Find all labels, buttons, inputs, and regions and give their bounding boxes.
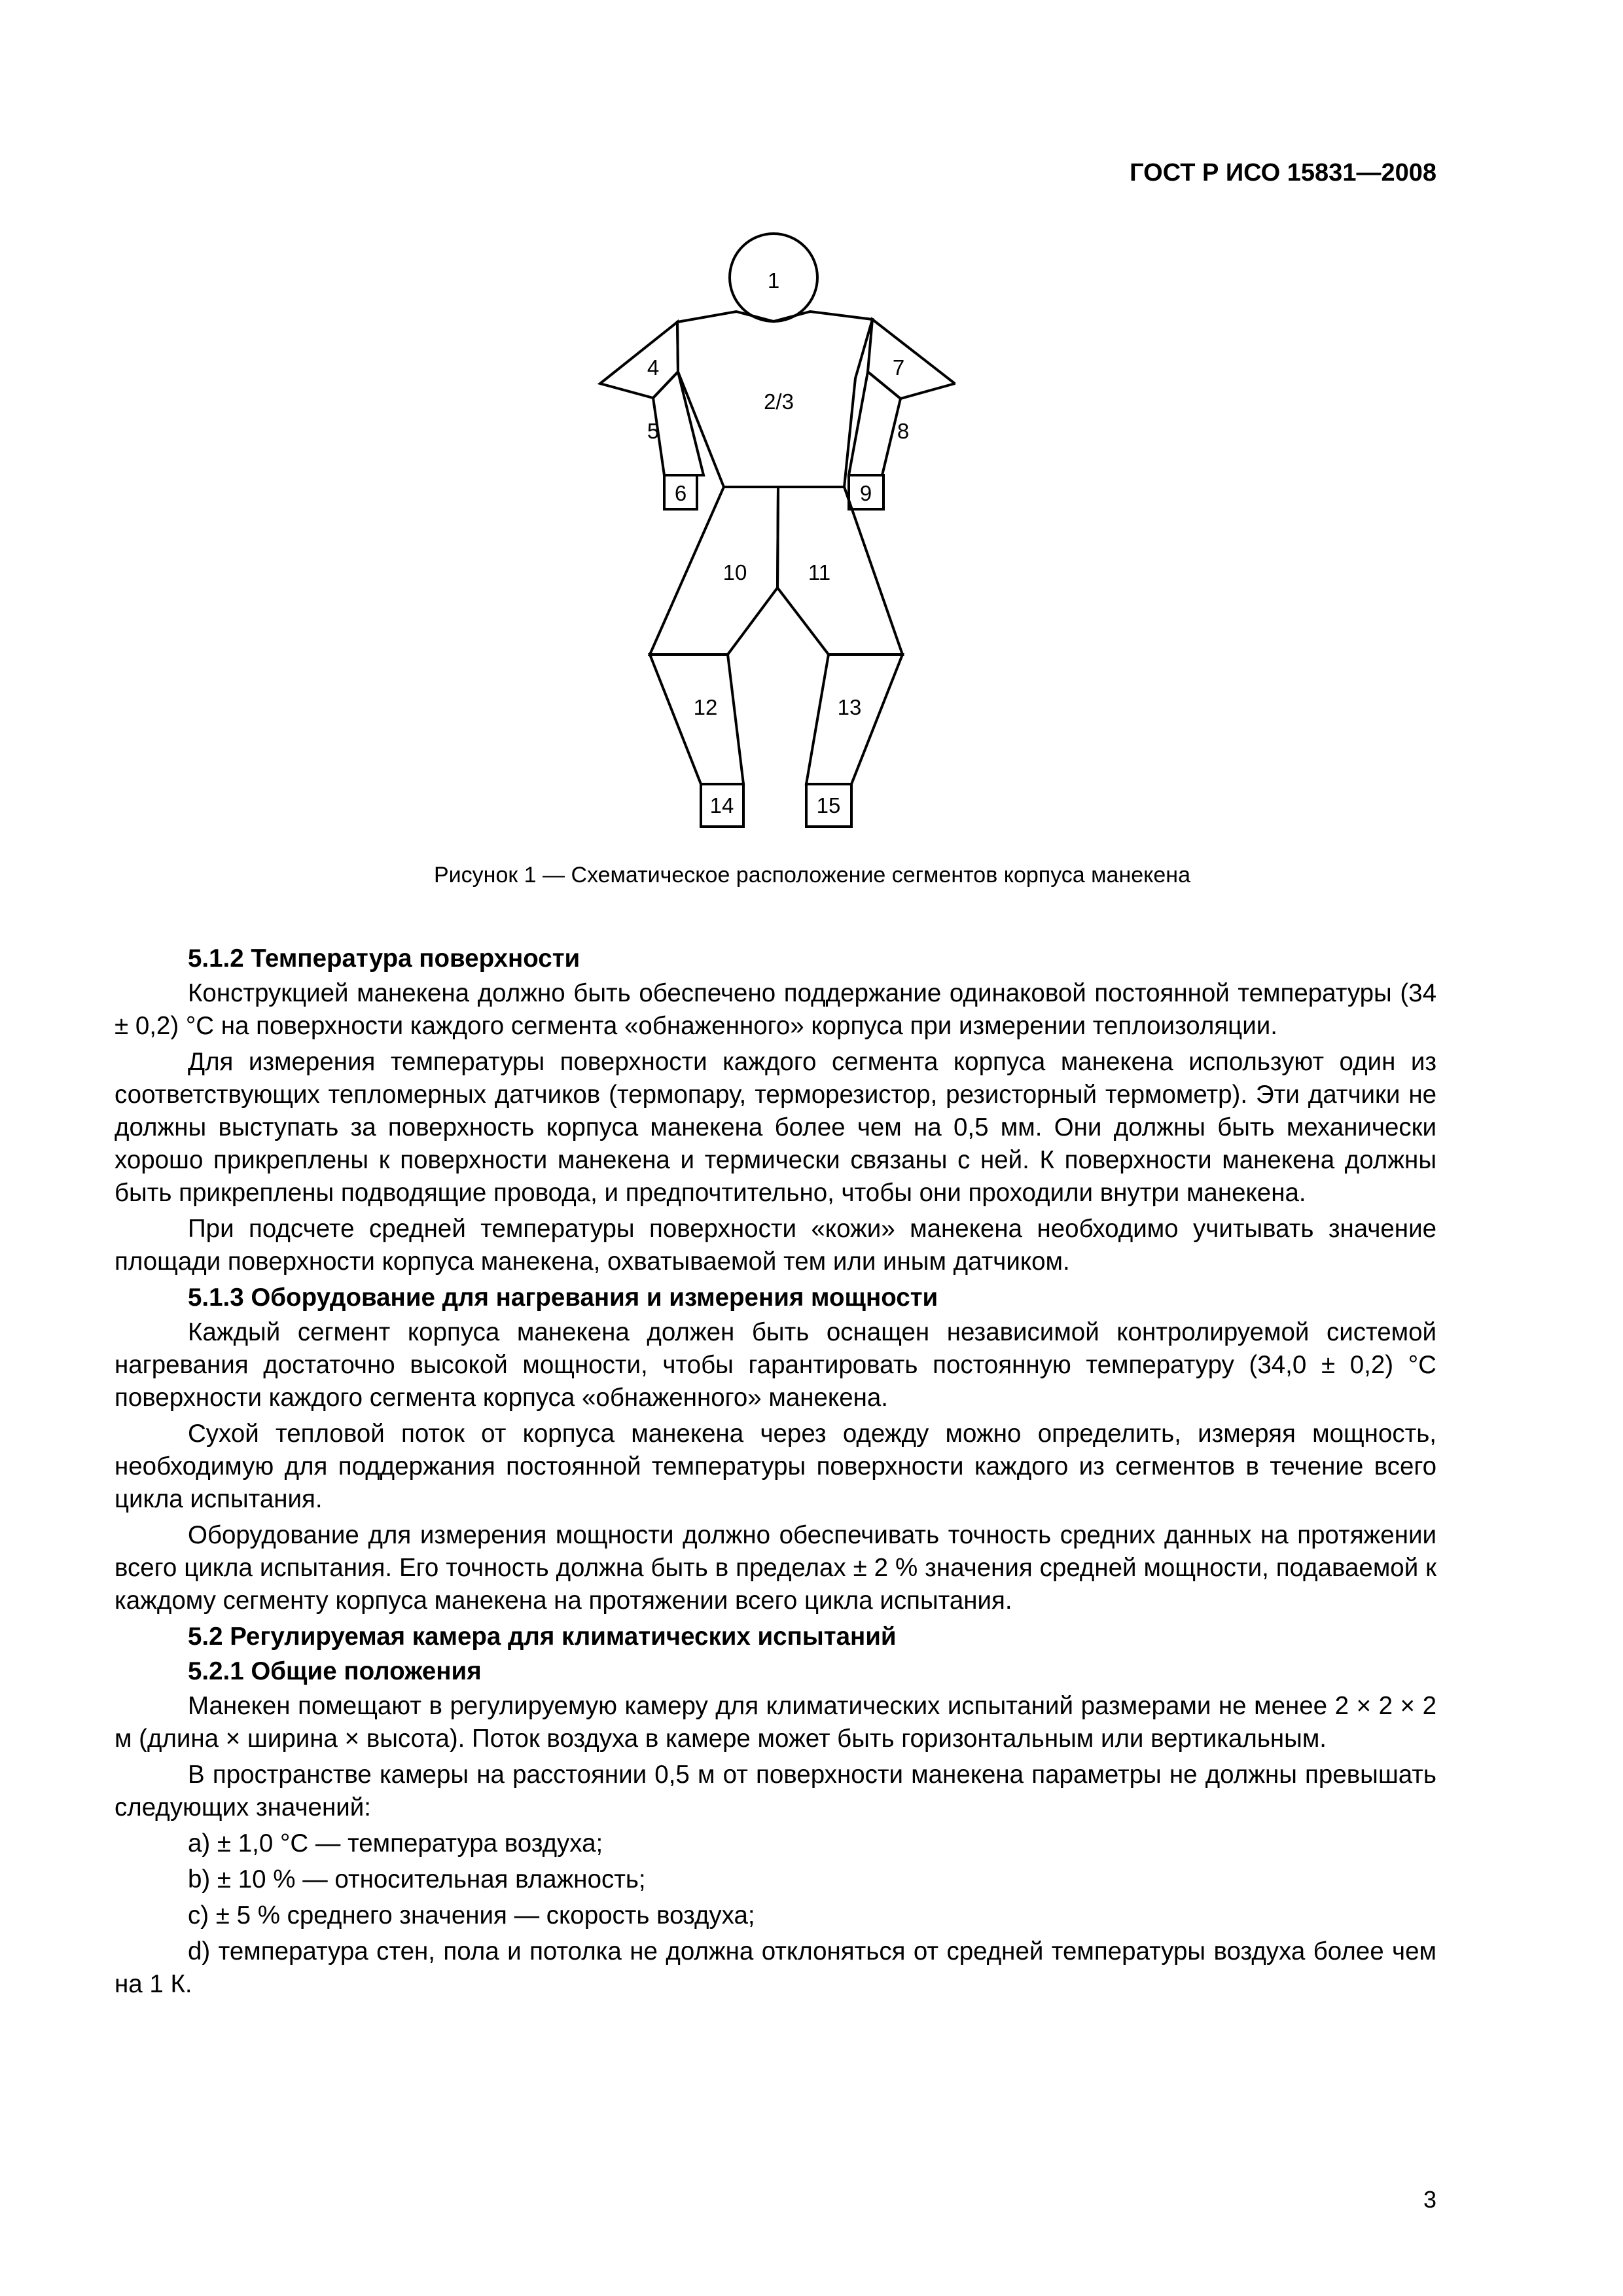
segment-label-7: 7 bbox=[892, 355, 905, 380]
segment-label-2-3: 2/3 bbox=[764, 389, 794, 414]
segment-label-15: 15 bbox=[816, 793, 841, 817]
figure-caption: Рисунок 1 — Схематическое расположение сегментов корпуса манекена bbox=[434, 863, 1190, 888]
segment-label-9: 9 bbox=[859, 481, 872, 505]
segment-label-11: 11 bbox=[808, 560, 831, 584]
paragraph: Каждый сегмент корпуса манекена должен быть оснащен независимой контролируемой системой нагревания достаточно высокой мощности, чтобы гарантировать постоянную температуру (34,0 ± 0,2) °С поверхности каждого сегмента корпуса «обнаженного» манекена. bbox=[115, 1318, 1436, 1412]
segment-label-1: 1 bbox=[767, 268, 780, 293]
segment-label-8: 8 bbox=[897, 419, 910, 443]
segment-upper-arm-right bbox=[868, 319, 955, 399]
body-text bbox=[115, 942, 1436, 2004]
section-heading-5-2: 5.2 Регулируемая камера для климатических испытаний bbox=[188, 1623, 897, 1651]
paragraph: Манекен помещают в регулируемую камеру для климатических испытаний размерами не менее 2 × 2 × 2 м (длина × ширина × высота). Поток воздуха в камере может быть горизонтальным или вертикальным. bbox=[115, 1692, 1436, 1753]
mannequin-figure bbox=[589, 229, 955, 831]
paragraph: Конструкцией манекена должно быть обеспечено поддержание одинаковой постоянной температуры (34 ± 0,2) °С на поверхности каждого сегмента «обнаженного» корпуса при измерении теплоизоляции. bbox=[115, 979, 1436, 1040]
segment-leg-left bbox=[650, 655, 743, 784]
segment-forearm-left bbox=[653, 372, 704, 475]
list-item: d) температура стен, пола и потолка не должна отклоняться от средней температуры воздуха более чем на 1 К. bbox=[115, 1937, 1436, 1998]
list-item: a) ± 1,0 °С — температура воздуха; bbox=[188, 1829, 603, 1857]
section-heading-5-1-3: 5.1.3 Оборудование для нагревания и измерения мощности bbox=[188, 1283, 938, 1312]
paragraph: Сухой тепловой поток от корпуса манекена через одежду можно определить, измеряя мощность, необходимую для поддержания постоянной температуры поверхности каждого из сегментов в течение всего цикла испытания. bbox=[115, 1420, 1436, 1513]
segment-label-13: 13 bbox=[837, 695, 862, 719]
paragraph: При подсчете средней температуры поверхности «кожи» манекена необходимо учитывать значение площади поверхности корпуса манекена, охватываемой тем или иным датчиком. bbox=[115, 1215, 1436, 1276]
segment-label-5: 5 bbox=[647, 419, 660, 443]
standard-code: ГОСТ Р ИСО 15831—2008 bbox=[1130, 159, 1436, 187]
segment-label-4: 4 bbox=[647, 355, 660, 380]
segment-label-6: 6 bbox=[674, 481, 687, 505]
list-item: b) ± 10 % — относительная влажность; bbox=[188, 1865, 646, 1893]
segment-leg-right bbox=[806, 655, 902, 784]
section-heading-5-2-1: 5.2.1 Общие положения bbox=[188, 1657, 482, 1685]
paragraph: В пространстве камеры на расстоянии 0,5 м от поверхности манекена параметры не должны превышать следующих значений: bbox=[115, 1761, 1436, 1821]
segment-thigh-right bbox=[777, 487, 902, 655]
segment-label-10: 10 bbox=[722, 560, 747, 584]
paragraph: Для измерения температуры поверхности каждого сегмента корпуса манекена используют один из соответствующих тепломерных датчиков (термопару, терморезистор, резисторный термометр). Эти датчики не должны выступать за поверхность корпуса манекена более чем на 0,5 мм. Они должны быть механически хорошо прикреплены к поверхности манекена и термически связаны с ней. К поверхности манекена должны быть прикреплены подводящие провода, и предпочтительно, чтобы они проходили внутри манекена. bbox=[115, 1048, 1436, 1207]
section-heading-5-1-2: 5.1.2 Температура поверхности bbox=[188, 944, 580, 973]
list-item: c) ± 5 % среднего значения — скорость воздуха; bbox=[188, 1901, 755, 1929]
mannequin-diagram bbox=[589, 229, 955, 831]
segment-label-14: 14 bbox=[709, 793, 734, 817]
segment-thigh-left bbox=[650, 487, 778, 655]
page-number: 3 bbox=[1423, 2186, 1436, 2213]
segment-label-12: 12 bbox=[693, 695, 718, 719]
paragraph: Оборудование для измерения мощности должно обеспечивать точность средних данных на протяжении всего цикла испытания. Его точность должна быть в пределах ± 2 % значения средней мощности, подаваемой к каждому сегменту корпуса манекена на протяжении всего цикла испытания. bbox=[115, 1521, 1436, 1615]
segment-upper-arm-left bbox=[600, 322, 678, 398]
segment-forearm-right bbox=[849, 372, 901, 475]
